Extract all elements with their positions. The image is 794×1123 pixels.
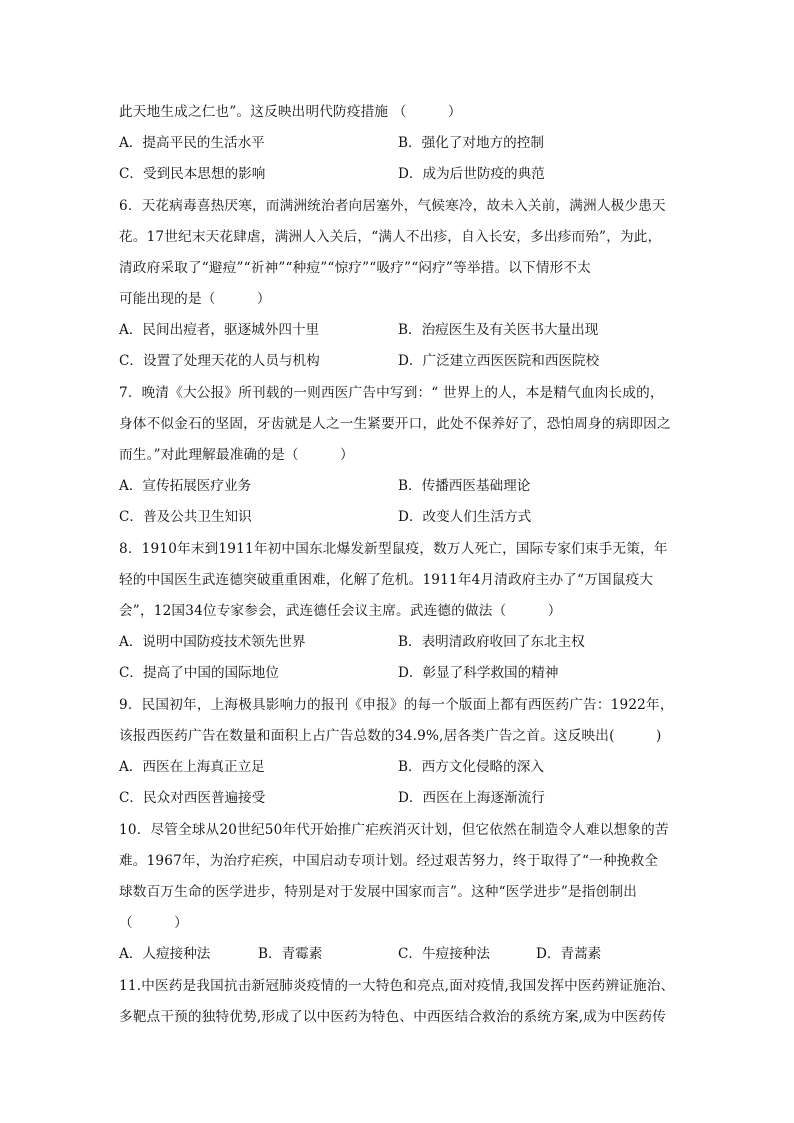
q10-stem-line-2: 难。1967年，为治疗疟疾，中国启动专项计划。经过艰苦努力，终于取得了“一种挽救全 [119, 853, 659, 869]
q7-option-a[interactable]: A．宣传拓展医疗业务 [119, 478, 252, 494]
q6-stem-line-2: 花。17世纪末天花肆虐，满洲人入关后，“满人不出疹，自入长安，多出疹而殆”，为此， [119, 229, 662, 245]
q8-option-c[interactable]: C．提高了中国的国际地位 [119, 665, 279, 681]
q6-option-a[interactable]: A．民间出痘者，驱逐城外四十里 [119, 322, 320, 338]
q8-option-a[interactable]: A．说明中国防疫技术领先世界 [119, 634, 306, 650]
q6-option-b[interactable]: B．治痘医生及有关医书大量出现 [398, 322, 599, 338]
q5-stem-tail: 此天地生成之仁也”。这反映出明代防疫措施 （ ） [119, 104, 462, 120]
q9-option-d[interactable]: D．西医在上海逐渐流行 [398, 790, 545, 806]
q7-option-b[interactable]: B．传播西医基础理论 [398, 478, 531, 494]
q7-stem-line-1: 7．晚清《大公报》所刊载的一则西医广告中写到：“ 世界上的人，本是精气血肉长成的， [119, 385, 664, 401]
q10-stem-line-1: 10．尽管全球从20世纪50年代开始推广疟疾消灭计划，但它依然在制造令人难以想象的苦 [119, 822, 669, 838]
q7-option-c[interactable]: C．普及公共卫生知识 [119, 509, 252, 525]
q10-option-c[interactable]: C．牛痘接种法 [398, 946, 490, 962]
q7-stem-line-2: 身体不似金石的坚固，牙齿就是人之一生紧要开口，此处不保养好了，恐怕周身的病即因之 [119, 416, 671, 432]
q8-option-d[interactable]: D．彰显了科学救国的精神 [398, 665, 559, 681]
q6-stem-line-3: 清政府采取了“避痘”“祈神”“种痘”“惊疗”“吸疗”“闷疗”等举措。以下情形不太 [119, 260, 592, 276]
q9-stem-line-2: 该报西医药广告在数量和面积上占广告总数的34.9%,居各类广告之首。这反映出( ) [119, 728, 662, 744]
q5-option-c[interactable]: C．受到民本思想的影响 [119, 166, 266, 182]
q8-option-b[interactable]: B．表明清政府收回了东北主权 [398, 634, 585, 650]
q9-stem-line-1: 9．民国初年，上海极具影响力的报刊《申报》的每一个版面上都有西医药广告：1922年， [119, 697, 674, 713]
q5-option-d[interactable]: D．成为后世防疫的典范 [398, 166, 545, 182]
q9-option-a[interactable]: A．西医在上海真正立足 [119, 759, 265, 775]
q10-stem-line-4: （ ） [119, 915, 188, 931]
q5-option-a[interactable]: A．提高平民的生活水平 [119, 135, 265, 151]
q6-option-c[interactable]: C．设置了处理天花的人员与机构 [119, 353, 320, 369]
q10-stem-line-3: 球数百万生命的医学进步，特别是对于发展中国家而言”。这种“医学进步”是指创制出 [119, 884, 638, 900]
q7-option-d[interactable]: D．改变人们生活方式 [398, 509, 532, 525]
q11-stem-line-1: 11.中医药是我国抗击新冠肺炎疫情的一大特色和亮点,面对疫情,我国发挥中医药辨证施治、 [119, 978, 675, 994]
q11-stem-line-2: 多靶点干预的独特优势,形成了以中医药为特色、中西医结合救治的系统方案,成为中医药传 [119, 1009, 666, 1025]
q5-option-b[interactable]: B．强化了对地方的控制 [398, 135, 544, 151]
q7-stem-line-3: 而生。”对此理解最准确的是（ ） [119, 447, 354, 463]
q9-option-c[interactable]: C．民众对西医普遍接受 [119, 790, 266, 806]
q6-option-d[interactable]: D．广泛建立西医医院和西医院校 [398, 353, 600, 369]
q9-option-b[interactable]: B．西方文化侵略的深入 [398, 759, 544, 775]
q8-stem-line-1: 8．1910年末到1911年初中国东北爆发新型鼠疫，数万人死亡，国际专家们束手无策，年 [119, 541, 668, 557]
q10-option-a[interactable]: A．人痘接种法 [119, 946, 211, 962]
q6-stem-line-1: 6．天花病毒喜热厌寒，而满洲统治者向居塞外，气候寒冷，故未入关前，满洲人极少患天 [119, 198, 666, 214]
q8-stem-line-2: 轻的中国医生武连德突破重重困难，化解了危机。1911年4月清政府主办了“万国鼠疫大 [119, 572, 654, 588]
q8-stem-line-3: 会”，12国34位专家参会，武连德任会议主席。武连德的做法（ ） [119, 603, 562, 619]
q10-option-d[interactable]: D．青蒿素 [536, 946, 602, 962]
q6-stem-line-4: 可能出现的是（ ） [119, 291, 271, 307]
q10-option-b[interactable]: B．青霉素 [258, 946, 323, 962]
